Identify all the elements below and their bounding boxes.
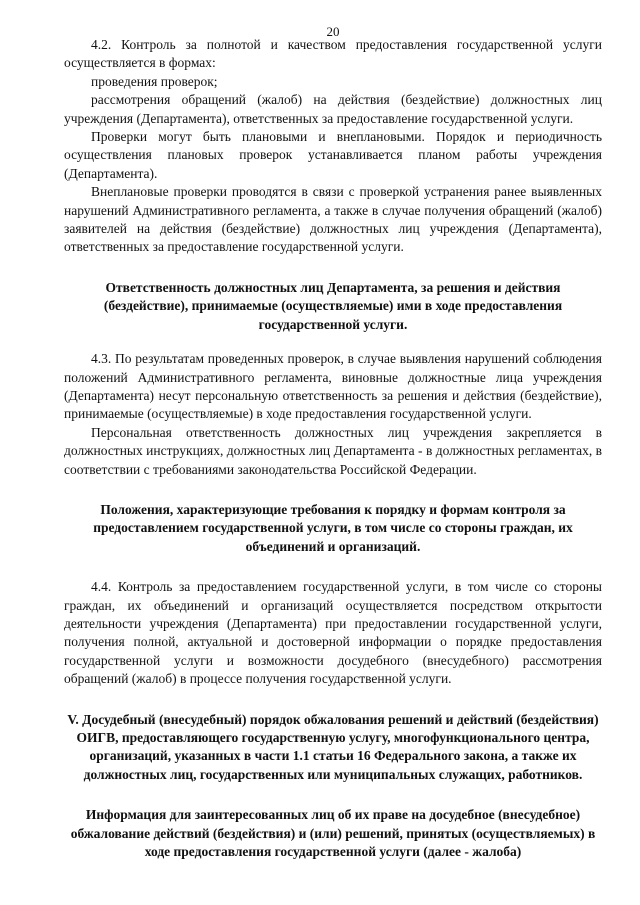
- paragraph-4-3: 4.3. По результатам проведенных проверок, в случае выявления нарушений соблюдения положений Административного регламента, виновные должностные лица учреждения (Департамента) несут персональную ответственность за решения и действия (бездействие), принимаемые (осуществляемые) в ходе предоставления государственной услуги.: [64, 351, 602, 422]
- heading-responsibility: Ответственность должностных лиц Департамента, за решения и действия (бездействие), принимаемые (осуществляемые) ими в ходе предоставления государственной услуги.: [103, 279, 563, 332]
- paragraph-checks: Проверки могут быть плановыми и внеплановыми. Порядок и периодичность осуществления плановых проверок устанавливается планом работы учреждения (Департамента).: [64, 129, 602, 181]
- heading-complaint-information: Информация для заинтересованных лиц об их праве на досудебное (внесудебное) обжалование действий (бездействия) и (или) решений, принятых (осуществляемых) в ходе предоставления государственной услуги (далее - жалоба): [70, 807, 596, 860]
- paragraph-unplanned-checks: Внеплановые проверки проводятся в связи с проверкой устранения ранее выявленных нарушений Административного регламента, а также в случае получения обращений (жалоб) заявителей на действия (бездействие) должностных лиц учреждения (Департамента), ответственных за предоставление государственной услуги.: [64, 184, 602, 255]
- heading-section-v: V. Досудебный (внесудебный) порядок обжалования решений и действий (бездействия) ОИГВ, предоставляющего государственную услугу, многофункционального центра, организаций, указанных в части 1.1 статьи 16 Федерального закона, а также их должностных лиц, государственных или муниципальных служащих, работников.: [67, 711, 599, 782]
- paragraph-4-4: 4.4. Контроль за предоставлением государственной услуги, в том числе со стороны граждан, их объединений и организаций осуществляется посредством открытости деятельности учреждения (Департамента) при предоставлении государственной услуги, получения полной, актуальной и достоверной информации о порядке предоставления государственной услуги и возможности досудебного (внесудебного) рассмотрения обращений (жалоб) в процессе получения государственной услуги.: [64, 579, 602, 687]
- paragraph-4-2: 4.2. Контроль за полнотой и качеством предоставления государственной услуги осуществляется в формах:: [64, 37, 602, 71]
- page-number: 20: [326, 24, 340, 39]
- heading-control-provisions: Положения, характеризующие требования к порядку и формам контроля за предоставлением государственной услуги, в том числе со стороны граждан, их объединений и организаций.: [93, 501, 573, 554]
- control-form-item-1: проведения проверок;: [91, 73, 218, 89]
- paragraph-personal-responsibility: Персональная ответственность должностных лиц учреждения закрепляется в должностных инструкциях, должностных лиц Департамента - в должностных регламентах, в соответствии с требованиями законодательства Российской Федерации.: [64, 424, 602, 477]
- control-form-item-2: рассмотрения обращений (жалоб) на действия (бездействие) должностных лиц учреждения (Департамента), ответственных за предоставление государственной услуги.: [64, 92, 602, 126]
